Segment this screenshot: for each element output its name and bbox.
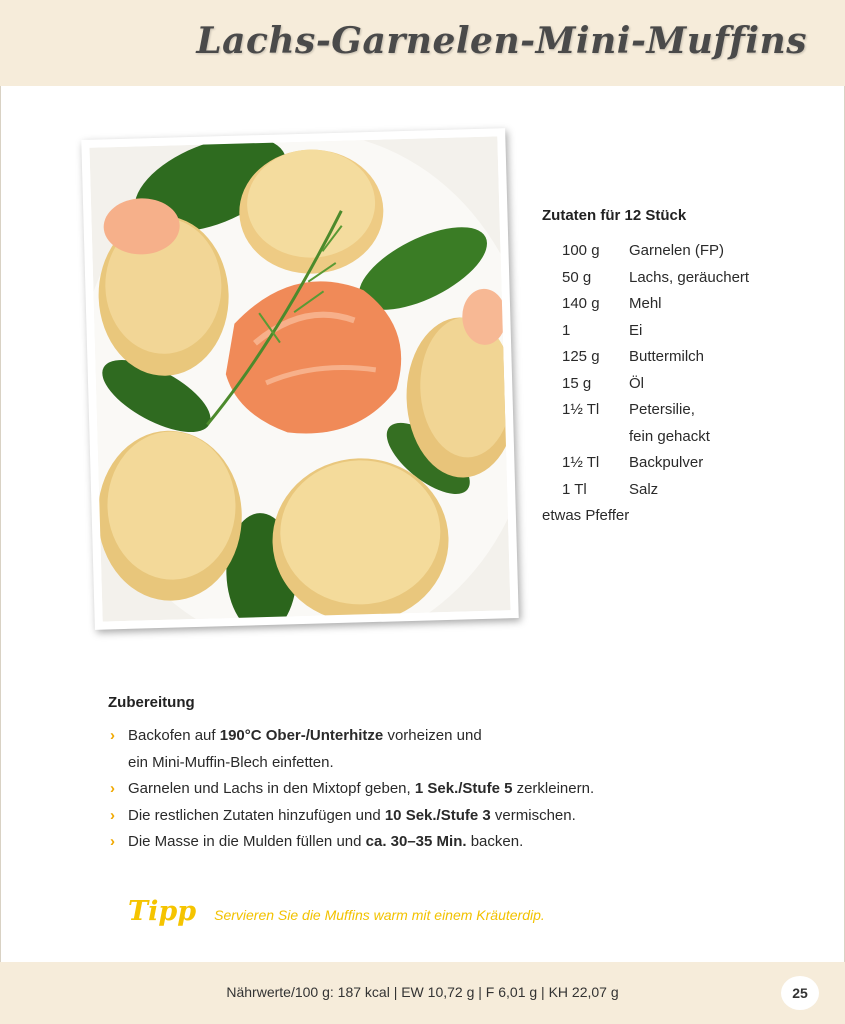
ingredient-name: Salz bbox=[629, 480, 659, 498]
step-text: Die restlichen Zutaten hinzufügen und bbox=[128, 806, 385, 824]
ingredient-row bbox=[542, 450, 832, 477]
header-band bbox=[0, 0, 845, 86]
ingredient-row bbox=[542, 238, 832, 265]
ingredient-name: Backpulver bbox=[629, 454, 704, 471]
step-text: Die Masse in die Mulden füllen und bbox=[128, 833, 366, 850]
preparation-heading: Zubereitung bbox=[108, 694, 195, 711]
chevron-right-icon: › bbox=[110, 833, 115, 850]
ingredient-row bbox=[542, 344, 832, 371]
step-text: zerkleinern. bbox=[512, 780, 595, 797]
ingredient-name: Ei bbox=[629, 321, 643, 339]
ingredients-heading: Zutaten für 12 Stück bbox=[542, 207, 687, 224]
step-text: backen. bbox=[466, 833, 524, 850]
preparation-step bbox=[108, 829, 748, 856]
ingredient-extra bbox=[542, 503, 832, 530]
ingredient-row bbox=[542, 318, 832, 345]
ingredient-row bbox=[542, 291, 832, 318]
tip-text: Servieren Sie die Muffins warm mit einem Kräuterdip. bbox=[214, 907, 545, 923]
ingredient-quantity bbox=[542, 424, 629, 451]
ingredient-name: Petersilie, bbox=[629, 401, 695, 418]
page-number: 25 bbox=[781, 976, 819, 1010]
ingredient-quantity: 1 bbox=[562, 321, 571, 339]
ingredient-name: Öl bbox=[629, 374, 644, 392]
food-photo-icon bbox=[89, 136, 510, 621]
ingredient-name: Garnelen (FP) bbox=[629, 242, 725, 259]
ingredient-row bbox=[542, 397, 832, 424]
ingredient-name: Buttermilch bbox=[629, 348, 705, 365]
step-text: Backofen auf bbox=[128, 727, 220, 744]
step-highlight: 1 Sek./Stufe 5 bbox=[414, 780, 513, 797]
ingredient-quantity: 15 g bbox=[562, 374, 592, 392]
ingredient-quantity: 140 g bbox=[562, 295, 600, 312]
tip-box bbox=[128, 896, 545, 927]
ingredient-row bbox=[542, 371, 832, 398]
ingredient-quantity: 50 g bbox=[562, 268, 592, 286]
step-highlight: 10 Sek./Stufe 3 bbox=[384, 806, 491, 824]
step-text: Garnelen und Lachs in den Mixtopf geben, bbox=[128, 780, 415, 797]
step-text-line2: ein Mini-Muffin-Blech einfetten. bbox=[128, 753, 334, 771]
page-title: Lachs-Garnelen-Mini-Muffins bbox=[196, 20, 807, 62]
ingredients-list bbox=[542, 238, 832, 530]
step-text: vermischen. bbox=[490, 806, 576, 824]
preparation-step bbox=[108, 803, 748, 830]
ingredients-section bbox=[542, 207, 832, 530]
step-highlight: 190°C Ober-/Unterhitze bbox=[219, 727, 384, 744]
ingredient-name: Mehl bbox=[629, 295, 662, 312]
chevron-right-icon: › bbox=[110, 727, 115, 744]
chevron-right-icon: › bbox=[110, 806, 115, 824]
ingredient-extra-text: etwas Pfeffer bbox=[542, 507, 630, 524]
ingredient-row bbox=[542, 477, 832, 504]
preparation-section bbox=[108, 694, 748, 856]
step-text: vorheizen und bbox=[383, 727, 482, 744]
ingredient-row bbox=[542, 265, 832, 292]
ingredient-name: fein gehackt bbox=[629, 427, 710, 445]
ingredient-quantity: 1½ Tl bbox=[562, 401, 600, 418]
preparation-step bbox=[108, 723, 748, 776]
ingredient-name: Lachs, geräuchert bbox=[629, 268, 750, 286]
ingredient-row bbox=[542, 424, 832, 451]
preparation-step bbox=[108, 776, 748, 803]
nutrition-facts: Nährwerte/100 g: 187 kcal | EW 10,72 g | F 6,01 g | KH 22,07 g bbox=[226, 984, 619, 1000]
ingredient-quantity: 1½ Tl bbox=[562, 454, 600, 471]
chevron-right-icon: › bbox=[110, 780, 115, 797]
step-highlight: ca. 30–35 Min. bbox=[365, 833, 467, 850]
ingredient-quantity: 125 g bbox=[562, 348, 600, 365]
ingredient-quantity: 1 Tl bbox=[562, 480, 587, 498]
recipe-photo bbox=[81, 128, 519, 630]
tip-label: Tipp bbox=[128, 896, 197, 927]
ingredient-quantity: 100 g bbox=[562, 242, 600, 259]
